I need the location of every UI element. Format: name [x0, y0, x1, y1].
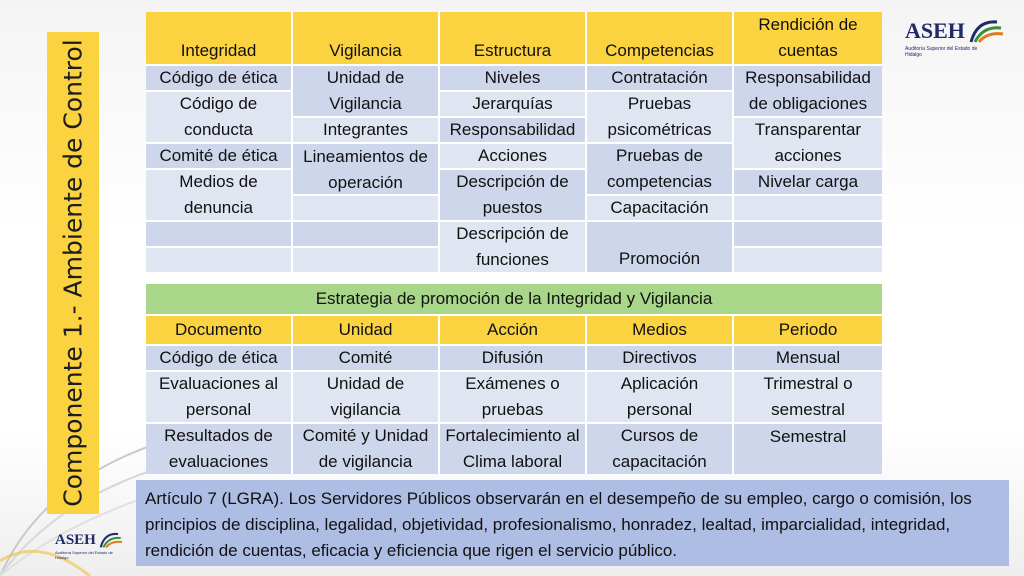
empty-cell: [146, 222, 291, 246]
strategy-header-accion: Acción: [440, 316, 585, 344]
control-components-table: [146, 12, 882, 271]
vigilancia-item: Integrantes: [293, 118, 438, 142]
strategy-header-medios: Medios: [587, 316, 732, 344]
rendicion-item: Nivelar carga: [734, 170, 882, 194]
empty-cell: [734, 196, 882, 220]
aseh-logo-bottom: [55, 530, 124, 560]
logo-emblem-icon: [96, 530, 124, 550]
empty-cell: [146, 248, 291, 272]
strategy-cell: Comité y Unidad de vigilancia: [293, 424, 438, 474]
strategy-cell: Mensual: [734, 346, 882, 370]
header-competencias: Competencias: [587, 12, 732, 64]
estructura-item: Descripción de funciones: [440, 222, 585, 272]
header-estructura: Estructura: [440, 12, 585, 64]
rendicion-item: Transparentar acciones: [734, 118, 882, 168]
estructura-item: Acciones: [440, 144, 585, 168]
competencias-item: Pruebas de competencias: [587, 144, 732, 194]
strategy-cell: Fortalecimiento al Clima laboral: [440, 424, 585, 474]
logo-emblem-icon: [965, 16, 1005, 46]
vigilancia-item: Unidad de Vigilancia: [293, 66, 438, 116]
rendicion-item: Responsabilidad de obligaciones: [734, 66, 882, 116]
strategy-cell: Código de ética: [146, 346, 291, 370]
empty-cell: [293, 248, 438, 272]
strategy-cell: Semestral: [734, 424, 882, 474]
header-integridad: Integridad: [146, 12, 291, 64]
empty-cell: [293, 196, 438, 220]
strategy-table: [146, 284, 882, 474]
logo-text: ASEH: [55, 531, 96, 548]
strategy-cell: Comité: [293, 346, 438, 370]
competencias-item: Promoción: [587, 222, 732, 272]
empty-cell: [734, 222, 882, 246]
strategy-cell: Trimestral o semestral: [734, 372, 882, 422]
estructura-item: Niveles: [440, 66, 585, 90]
side-title: Componente 1.- Ambiente de Control: [58, 39, 88, 507]
strategy-cell: Aplicación personal: [587, 372, 732, 422]
integridad-item: Código de ética: [146, 66, 291, 90]
estructura-item: Responsabilidad: [440, 118, 585, 142]
integridad-item: Medios de denuncia: [146, 170, 291, 220]
strategy-cell: Evaluaciones al personal: [146, 372, 291, 422]
integridad-item: Código de conducta: [146, 92, 291, 142]
empty-cell: [734, 248, 882, 272]
empty-cell: [293, 222, 438, 246]
strategy-cell: Cursos de capacitación: [587, 424, 732, 474]
integridad-item: Comité de ética: [146, 144, 291, 168]
strategy-header-unidad: Unidad: [293, 316, 438, 344]
strategy-cell: Unidad de vigilancia: [293, 372, 438, 422]
logo-text: ASEH: [905, 18, 965, 43]
competencias-item: Pruebas psicométricas: [587, 92, 732, 142]
strategy-header-documento: Documento: [146, 316, 291, 344]
header-rendicion-cuentas: Rendición de cuentas: [734, 12, 882, 64]
strategy-cell: Exámenes o pruebas: [440, 372, 585, 422]
logo-tagline: Auditoría Superior del Estado de Hidalgo: [55, 550, 113, 560]
competencias-item: Capacitación: [587, 196, 732, 220]
header-vigilancia: Vigilancia: [293, 12, 438, 64]
logo-tagline: Auditoría Superior del Estado de Hidalgo: [905, 46, 978, 58]
strategy-cell: Difusión: [440, 346, 585, 370]
estructura-item: Descripción de puestos: [440, 170, 585, 220]
vigilancia-item: Lineamientos de operación: [293, 144, 438, 194]
strategy-cell: Directivos: [587, 346, 732, 370]
strategy-cell: Resultados de evaluaciones: [146, 424, 291, 474]
article-text-box: Artículo 7 (LGRA). Los Servidores Públicos observarán en el desempeño de su empleo, cargo o comisión, los principios de disciplina, legalidad, objetividad, profesionalismo, honradez, lealtad, imparcialidad, integridad, rendición de cuentas, eficacia y eficiencia que rigen el servicio público.: [136, 480, 1009, 566]
estructura-item: Jerarquías: [440, 92, 585, 116]
competencias-item: Contratación: [587, 66, 732, 90]
strategy-title: Estrategia de promoción de la Integridad y Vigilancia: [146, 284, 882, 314]
aseh-logo-top: [905, 16, 1005, 58]
strategy-header-periodo: Periodo: [734, 316, 882, 344]
